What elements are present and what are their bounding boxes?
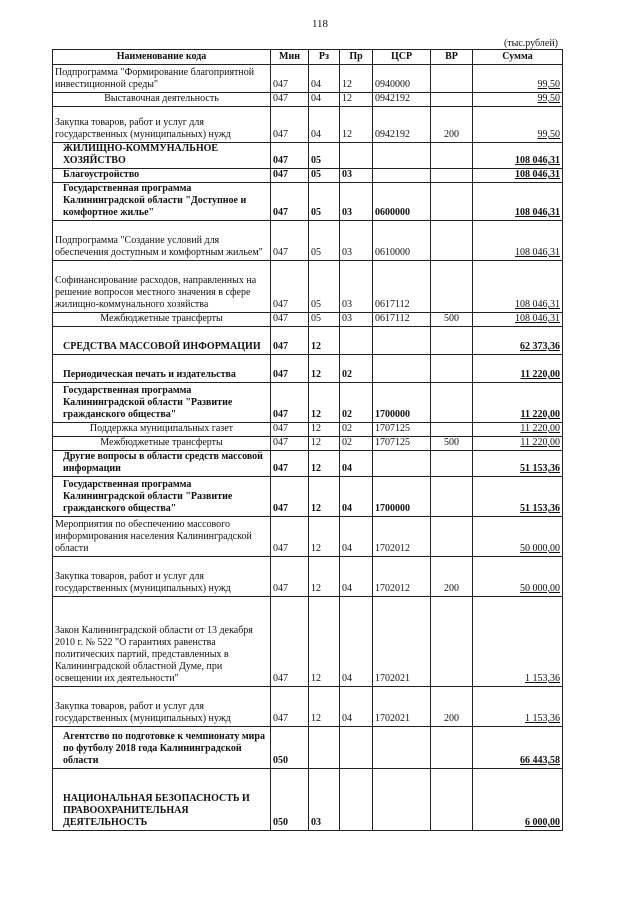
row-rz-cell: 05 [309,221,340,261]
row-min-cell: 047 [271,261,309,313]
row-vr-cell [431,221,473,261]
row-sum-cell: 11 220,00 [473,383,563,423]
row-vr-cell [431,517,473,557]
row-pr-cell: 12 [340,107,373,143]
row-name-cell: Государственная программа Калининградской области "Развитие гражданского общества" [53,383,271,423]
row-pr-cell: 04 [340,451,373,477]
row-min-cell: 047 [271,423,309,437]
table-row [53,517,563,557]
budget-table [52,49,563,831]
row-min-cell: 047 [271,143,309,169]
row-min-cell: 047 [271,107,309,143]
table-row [53,383,563,423]
row-csr-cell [373,355,431,383]
header-min: Мин [271,50,309,65]
row-rz-cell: 12 [309,687,340,727]
row-rz-cell: 12 [309,423,340,437]
row-min-cell: 050 [271,769,309,831]
row-csr-cell: 0940000 [373,65,431,93]
row-rz-cell: 12 [309,557,340,597]
row-pr-cell [340,769,373,831]
header-csr: ЦСР [373,50,431,65]
row-sum-cell: 11 220,00 [473,355,563,383]
table-row [53,727,563,769]
row-vr-cell [431,451,473,477]
row-pr-cell [340,327,373,355]
table-row [53,327,563,355]
row-vr-cell [431,143,473,169]
row-pr-cell: 04 [340,597,373,687]
row-vr-cell: 500 [431,313,473,327]
row-vr-cell [431,355,473,383]
row-vr-cell [431,727,473,769]
row-name-cell: Закупка товаров, работ и услуг для государственных (муниципальных) нужд [53,107,271,143]
row-sum-cell: 6 000,00 [473,769,563,831]
row-vr-cell [431,261,473,313]
row-pr-cell: 04 [340,477,373,517]
row-name-cell: Другие вопросы в области средств массовой информации [53,451,271,477]
row-name-cell: НАЦИОНАЛЬНАЯ БЕЗОПАСНОСТЬ И ПРАВООХРАНИТЕЛЬНАЯ ДЕЯТЕЛЬНОСТЬ [53,769,271,831]
table-row [53,107,563,143]
row-pr-cell: 04 [340,687,373,727]
row-min-cell: 047 [271,355,309,383]
row-csr-cell: 0617112 [373,261,431,313]
header-pr: Пр [340,50,373,65]
row-sum-cell: 50 000,00 [473,557,563,597]
row-name-cell: Межбюджетные трансферты [53,437,271,451]
row-min-cell: 050 [271,727,309,769]
row-vr-cell [431,477,473,517]
row-vr-cell [431,93,473,107]
row-sum-cell: 50 000,00 [473,517,563,557]
row-csr-cell: 0617112 [373,313,431,327]
row-csr-cell [373,169,431,183]
row-sum-cell: 51 153,36 [473,477,563,517]
row-name-cell: Закупка товаров, работ и услуг для государственных (муниципальных) нужд [53,557,271,597]
row-csr-cell: 1707125 [373,423,431,437]
table-row [53,451,563,477]
row-name-cell: Закон Калининградской области от 13 декабря 2010 г. № 522 "О гарантиях равенства политических партий, представленных в Калининградской областной Думе, при освещении их деятельности" [53,597,271,687]
row-rz-cell: 05 [309,261,340,313]
table-body [53,65,563,831]
row-rz-cell: 04 [309,107,340,143]
row-name-cell: ЖИЛИЩНО-КОММУНАЛЬНОЕ ХОЗЯЙСТВО [53,143,271,169]
row-pr-cell: 04 [340,557,373,597]
row-pr-cell: 03 [340,313,373,327]
row-rz-cell: 12 [309,437,340,451]
row-sum-cell: 66 443,58 [473,727,563,769]
row-pr-cell [340,143,373,169]
row-rz-cell: 12 [309,355,340,383]
row-rz-cell: 03 [309,769,340,831]
row-min-cell: 047 [271,437,309,451]
row-csr-cell: 1702021 [373,597,431,687]
row-sum-cell: 99,50 [473,107,563,143]
header-name: Наименование кода [53,50,271,65]
table-row [53,143,563,169]
row-min-cell: 047 [271,183,309,221]
row-name-cell: Государственная программа Калининградской области "Развитие гражданского общества" [53,477,271,517]
row-pr-cell: 03 [340,183,373,221]
row-vr-cell [431,169,473,183]
row-pr-cell: 02 [340,437,373,451]
row-csr-cell: 0600000 [373,183,431,221]
header-rz: Рз [309,50,340,65]
row-vr-cell: 200 [431,107,473,143]
table-row [53,93,563,107]
row-min-cell: 047 [271,313,309,327]
table-row [53,477,563,517]
row-min-cell: 047 [271,93,309,107]
row-rz-cell: 04 [309,65,340,93]
row-pr-cell: 02 [340,423,373,437]
row-name-cell: Подпрограмма "Формирование благоприятной инвестиционной среды" [53,65,271,93]
table-row [53,313,563,327]
row-name-cell: Государственная программа Калининградской области "Доступное и комфортное жилье" [53,183,271,221]
row-sum-cell: 108 046,31 [473,169,563,183]
row-csr-cell: 1707125 [373,437,431,451]
row-csr-cell [373,143,431,169]
row-csr-cell: 1702021 [373,687,431,727]
table-row [53,169,563,183]
row-pr-cell: 02 [340,383,373,423]
table-row [53,221,563,261]
row-rz-cell: 12 [309,451,340,477]
table-row [53,65,563,93]
row-vr-cell [431,769,473,831]
row-name-cell: СРЕДСТВА МАССОВОЙ ИНФОРМАЦИИ [53,327,271,355]
row-rz-cell [309,727,340,769]
table-row [53,437,563,451]
row-rz-cell: 12 [309,597,340,687]
row-rz-cell: 05 [309,143,340,169]
row-vr-cell: 200 [431,557,473,597]
row-vr-cell [431,383,473,423]
row-rz-cell: 12 [309,383,340,423]
row-sum-cell: 108 046,31 [473,261,563,313]
units-label: (тыс.рублей) [503,38,558,49]
table-row [53,355,563,383]
row-name-cell: Подпрограмма "Создание условий для обеспечения доступным и комфортным жильем" [53,221,271,261]
row-csr-cell: 1702012 [373,517,431,557]
row-name-cell: Периодическая печать и издательства [53,355,271,383]
row-vr-cell [431,597,473,687]
row-min-cell: 047 [271,477,309,517]
row-min-cell: 047 [271,557,309,597]
row-sum-cell: 108 046,31 [473,143,563,169]
row-min-cell: 047 [271,169,309,183]
row-min-cell: 047 [271,517,309,557]
row-pr-cell: 03 [340,169,373,183]
row-name-cell: Поддержка муниципальных газет [53,423,271,437]
row-rz-cell: 12 [309,477,340,517]
row-csr-cell: 1700000 [373,477,431,517]
page-number: 118 [311,18,329,30]
row-name-cell: Агентство по подготовке к чемпионату мира по футболу 2018 года Калининградской области [53,727,271,769]
row-min-cell: 047 [271,383,309,423]
row-csr-cell [373,451,431,477]
row-rz-cell: 04 [309,93,340,107]
row-vr-cell [431,327,473,355]
row-name-cell: Закупка товаров, работ и услуг для государственных (муниципальных) нужд [53,687,271,727]
row-min-cell: 047 [271,65,309,93]
row-sum-cell: 51 153,36 [473,451,563,477]
table-row [53,261,563,313]
row-sum-cell: 1 153,36 [473,687,563,727]
row-vr-cell: 200 [431,687,473,727]
row-vr-cell [431,183,473,221]
row-csr-cell [373,327,431,355]
row-sum-cell: 1 153,36 [473,597,563,687]
table-row [53,557,563,597]
header-vr: ВР [431,50,473,65]
row-csr-cell: 0942192 [373,93,431,107]
row-pr-cell: 03 [340,221,373,261]
row-name-cell: Мероприятия по обеспечению массового информирования населения Калининградской области [53,517,271,557]
row-name-cell: Софинансирование расходов, направленных на решение вопросов местного значения в сфере жилищно-коммунального хозяйства [53,261,271,313]
header-sum: Сумма [473,50,563,65]
row-csr-cell [373,769,431,831]
table-row [53,687,563,727]
row-min-cell: 047 [271,327,309,355]
table-header-row [53,50,563,65]
table-row [53,597,563,687]
row-csr-cell [373,727,431,769]
row-pr-cell: 02 [340,355,373,383]
row-min-cell: 047 [271,597,309,687]
row-csr-cell: 1702012 [373,557,431,597]
row-vr-cell: 500 [431,437,473,451]
table-row [53,423,563,437]
row-pr-cell: 12 [340,65,373,93]
row-vr-cell [431,65,473,93]
row-csr-cell: 0942192 [373,107,431,143]
row-rz-cell: 12 [309,327,340,355]
row-vr-cell [431,423,473,437]
row-min-cell: 047 [271,221,309,261]
row-pr-cell: 04 [340,517,373,557]
row-min-cell: 047 [271,687,309,727]
row-name-cell: Межбюджетные трансферты [53,313,271,327]
row-sum-cell: 11 220,00 [473,423,563,437]
table-row [53,769,563,831]
row-csr-cell: 0610000 [373,221,431,261]
row-rz-cell: 12 [309,517,340,557]
row-sum-cell: 108 046,31 [473,183,563,221]
row-min-cell: 047 [271,451,309,477]
row-sum-cell: 11 220,00 [473,437,563,451]
row-pr-cell: 12 [340,93,373,107]
row-rz-cell: 05 [309,183,340,221]
row-sum-cell: 62 373,36 [473,327,563,355]
row-sum-cell: 99,50 [473,65,563,93]
row-sum-cell: 108 046,31 [473,313,563,327]
row-sum-cell: 108 046,31 [473,221,563,261]
row-csr-cell: 1700000 [373,383,431,423]
row-name-cell: Выставочная деятельность [53,93,271,107]
row-name-cell: Благоустройство [53,169,271,183]
row-pr-cell [340,727,373,769]
row-pr-cell: 03 [340,261,373,313]
table-row [53,183,563,221]
row-rz-cell: 05 [309,169,340,183]
row-rz-cell: 05 [309,313,340,327]
row-sum-cell: 99,50 [473,93,563,107]
